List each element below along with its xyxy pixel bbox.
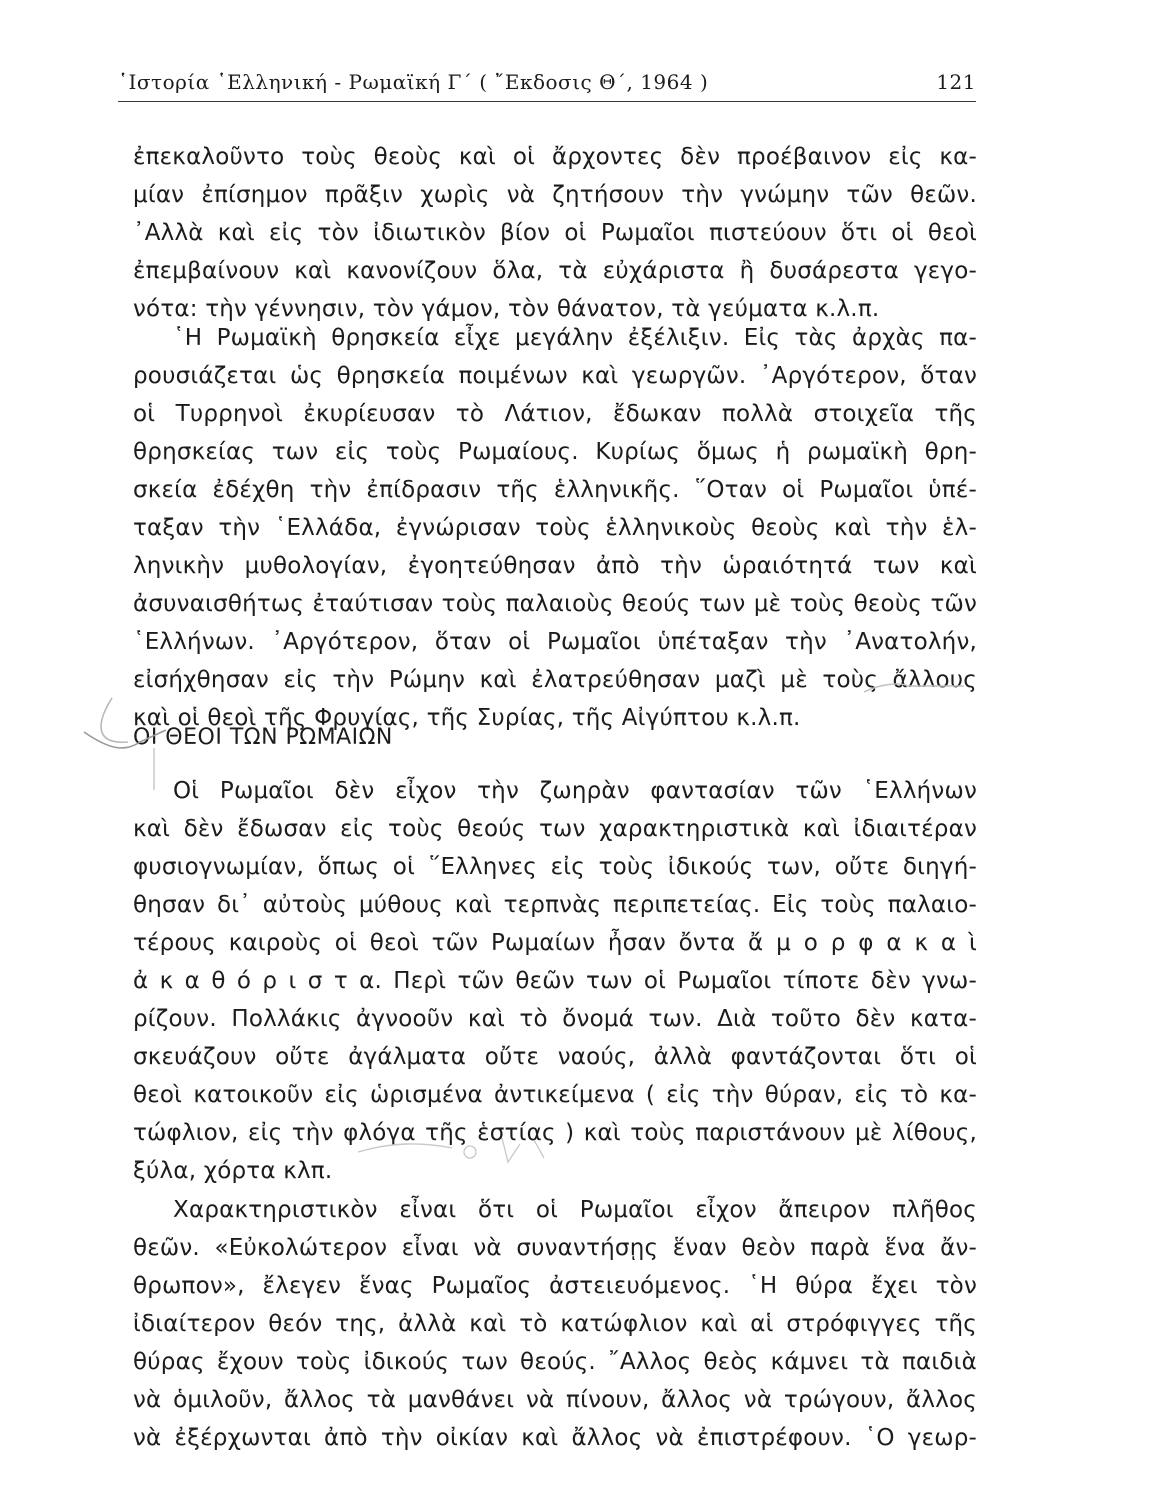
text-line: θρησκείας των εἰς τοὺς Ρωμαίους. Κυρίως ὅμως ἡ ρωμαϊκὴ θρη-	[133, 439, 977, 465]
text-line: ξύλα, χόρτα κλπ.	[133, 1158, 333, 1184]
text-line: Οἱ Ρωμαῖοι δὲν εἶχον τὴν ζωηρὰν φαντασίαν τῶν ῾Ελλήνων	[173, 778, 977, 804]
text-line: ῾Ελλήνων. ᾿Αργότερον, ὅταν οἱ Ρωμαῖοι ὑπέταξαν τὴν ᾿Ανατολήν,	[133, 629, 977, 655]
text-line: φυσιογνωμίαν, ὅπως οἱ ῞Ελληνες εἰς τοὺς ἰδικούς των, οὔτε διηγή-	[133, 854, 977, 880]
page-number: 121	[936, 70, 976, 94]
text-line: ἐπεκαλοῦντο τοὺς θεοὺς καὶ οἱ ἄρχοντες δὲν προέβαινον εἰς κα-	[133, 144, 977, 170]
pencil-mark-icon	[860, 672, 970, 706]
header-rule	[118, 101, 976, 102]
text-line: νὰ ἐξέρχωνται ἀπὸ τὴν οἰκίαν καὶ ἄλλος νὰ ἐπιστρέφουν. ῾Ο γεωρ-	[133, 1425, 977, 1451]
text-line: σκευάζουν οὔτε ἀγάλματα οὔτε ναούς, ἀλλὰ φαντάζονται ὅτι οἱ	[133, 1044, 977, 1070]
text-line: τώφλιον, εἰς τὴν φλόγα τῆς ἑστίας ) καὶ τοὺς παριστάνουν μὲ λίθους,	[133, 1120, 977, 1146]
text-line: ᾿Αλλὰ καὶ εἰς τὸν ἰδιωτικὸν βίον οἱ Ρωμαῖοι πιστεύουν ὅτι οἱ θεοὶ	[133, 220, 977, 246]
text-line: θρωπον», ἔλεγεν ἕνας Ρωμαῖος ἀστειευόμενος. ῾Η θύρα ἔχει τὸν	[133, 1273, 977, 1299]
text-line: ἰδιαίτερον θεόν της, ἀλλὰ καὶ τὸ κατώφλιον καὶ αἱ στρόφιγγες τῆς	[133, 1311, 977, 1337]
section-heading: ΟΙ ΘΕΟΙ ΤΩΝ ΡΩΜΑΙΩΝ	[133, 725, 393, 750]
text-line: καὶ δὲν ἔδωσαν εἰς τοὺς θεούς των χαρακτηριστικὰ καὶ ἰδιαιτέραν	[133, 816, 977, 842]
text-line: ἀ κ α θ ό ρ ι σ τ α. Περὶ τῶν θεῶν των οἱ Ρωμαῖοι τίποτε δὲν γνω-	[133, 968, 977, 994]
text-line: ρουσιάζεται ὡς θρησκεία ποιμένων καὶ γεωργῶν. ᾿Αργότερον, ὅταν	[133, 363, 977, 389]
text-line: ἐπεμβαίνουν καὶ κανονίζουν ὅλα, τὰ εὐχάριστα ἢ δυσάρεστα γεγο-	[133, 258, 977, 284]
text-line: εἰσήχθησαν εἰς τὴν Ρώμην καὶ ἐλατρεύθησαν μαζὶ μὲ τοὺς ἄλλους	[133, 667, 977, 693]
text-line: θησαν δι᾿ αὐτοὺς μύθους καὶ τερπνὰς περιπετείας. Εἰς τοὺς παλαιο-	[133, 892, 977, 918]
text-line: ληνικὴν μυθολογίαν, ἐγοητεύθησαν ἀπὸ τὴν ὡραιότητά των καὶ	[133, 553, 977, 579]
text-line: ρίζουν. Πολλάκις ἀγνοοῦν καὶ τὸ ὄνομά των. Διὰ τοῦτο δὲν κατα-	[133, 1006, 977, 1032]
running-header	[118, 70, 976, 104]
text-line: οἱ Τυρρηνοὶ ἐκυρίευσαν τὸ Λάτιον, ἔδωκαν πολλὰ στοιχεῖα τῆς	[133, 401, 977, 427]
text-line: θύρας ἔχουν τοὺς ἰδικούς των θεούς. ῎Αλλος θεὸς κάμνει τὰ παιδιὰ	[133, 1349, 977, 1375]
text-line: ἀσυναισθήτως ἐταύτισαν τοὺς παλαιοὺς θεούς των μὲ τοὺς θεοὺς τῶν	[133, 591, 977, 617]
text-line: μίαν ἐπίσημον πρᾶξιν χωρὶς νὰ ζητήσουν τὴν γνώμην τῶν θεῶν.	[133, 182, 977, 208]
text-line: Χαρακτηριστικὸν εἶναι ὅτι οἱ Ρωμαῖοι εἶχον ἄπειρον πλῆθος	[173, 1197, 977, 1223]
text-line: θεῶν. «Εὐκολώτερον εἶναι νὰ συναντήσῃς ἕναν θεὸν παρὰ ἕνα ἄν-	[133, 1235, 977, 1261]
text-line: ταξαν τὴν ῾Ελλάδα, ἐγνώρισαν τοὺς ἑλληνικοὺς θεοὺς καὶ τὴν ἑλ-	[133, 515, 977, 541]
book-title: ῾Ιστορία ῾Ελληνική - Ρωμαϊκή Γ΄ ( ῎Εκδοσις Θ΄, 1964 )	[118, 70, 709, 94]
text-line: καὶ οἱ θεοὶ τῆς Φρυγίας, τῆς Συρίας, τῆς Αἰγύπτου κ.λ.π.	[133, 705, 801, 731]
pencil-mark-icon	[352, 1128, 552, 1174]
text-line: ῾Η Ρωμαϊκὴ θρησκεία εἶχε μεγάλην ἐξέλιξιν. Εἰς τὰς ἀρχὰς πα-	[173, 325, 977, 351]
text-line: νότα: τὴν γέννησιν, τὸν γάμον, τὸν θάνατον, τὰ γεύματα κ.λ.π.	[133, 296, 880, 322]
text-line: θεοὶ κατοικοῦν εἰς ὡρισμένα ἀντικείμενα ( εἰς τὴν θύραν, εἰς τὸ κα-	[133, 1082, 977, 1108]
text-line: σκεία ἐδέχθη τὴν ἐπίδρασιν τῆς ἑλληνικῆς. ῞Οταν οἱ Ρωμαῖοι ὑπέ-	[133, 477, 977, 503]
text-line: τέρους καιροὺς οἱ θεοὶ τῶν Ρωμαίων ἦσαν ὄντα ἄ μ ο ρ φ α κ α ὶ	[133, 930, 977, 956]
pencil-mark-icon	[70, 690, 180, 800]
text-line: νὰ ὁμιλοῦν, ἄλλος τὰ μανθάνει νὰ πίνουν, ἄλλος νὰ τρώγουν, ἄλλος	[133, 1387, 977, 1413]
